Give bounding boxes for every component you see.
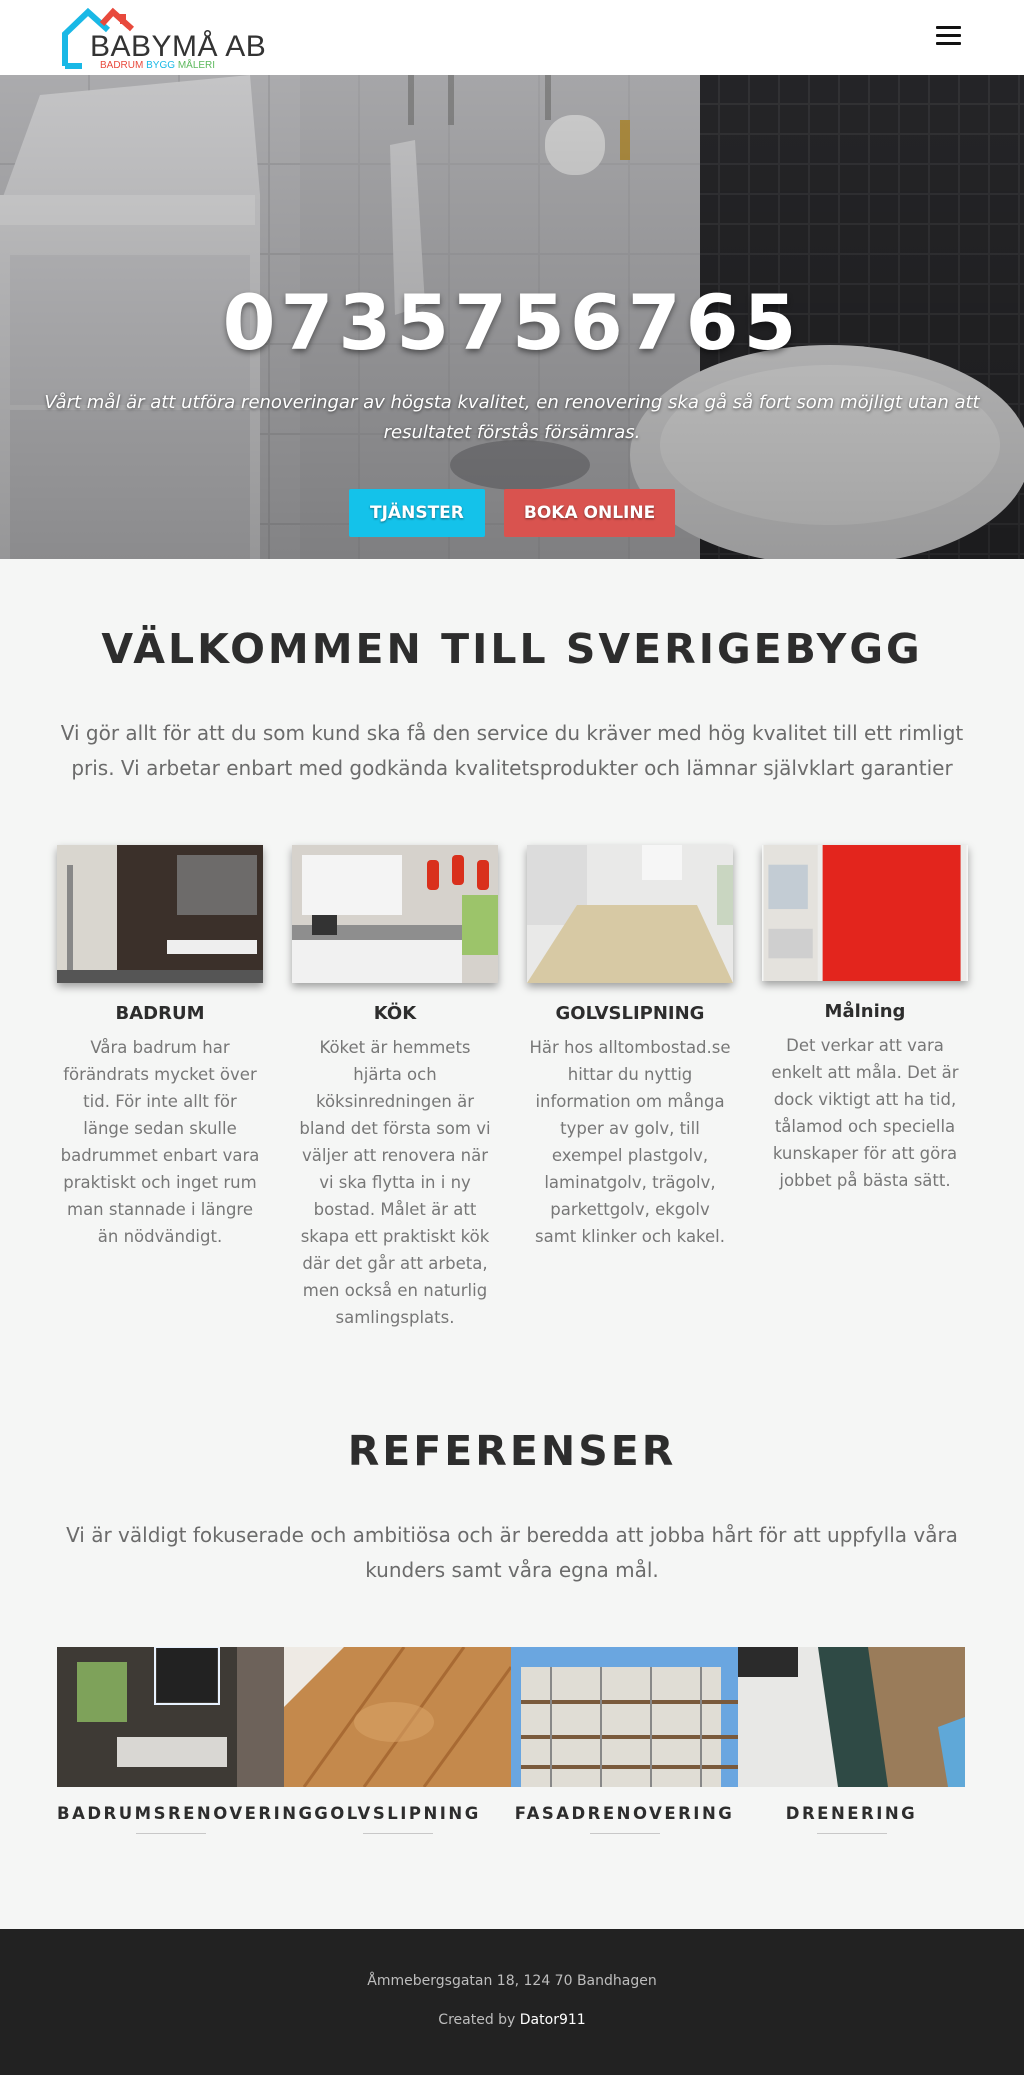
hamburger-menu-icon[interactable]	[936, 26, 963, 48]
service-text: Det verkar att vara enkelt att måla. Det är dock viktigt att ha tid, tålamod och speciella kunskaper för att göra jobbet på bästa sätt.	[771, 1036, 959, 1190]
divider	[817, 1833, 887, 1834]
service-title: KÖK	[373, 1003, 417, 1024]
credit-prefix: Created by	[438, 2012, 516, 2028]
hero-section	[0, 75, 1024, 559]
brand-tagline	[100, 61, 215, 71]
footer-address: Åmmebergsgatan 18, 124 70 Bandhagen	[367, 1973, 657, 1989]
footer-credit	[0, 2012, 1024, 2028]
brand-logo[interactable]	[60, 4, 267, 72]
floor-sanding-reference-image	[284, 1647, 511, 1787]
service-title: GOLVSLIPNING	[555, 1003, 705, 1024]
references-text: Vi är väldigt fokuserade och ambitiösa och är beredda att jobba hårt för att uppfylla våra kunders samt våra egna mål.	[66, 1523, 958, 1582]
brand-sub-3: MÅLERI	[177, 60, 216, 71]
reference-label: GOLVSLIPNING	[314, 1804, 481, 1823]
references-heading: REFERENSER	[347, 1427, 677, 1475]
reference-label: FASADRENOVERING	[514, 1804, 735, 1823]
service-title: BADRUM	[115, 1003, 205, 1024]
footer	[0, 1929, 1024, 2075]
reference-label: DRENERING	[785, 1804, 918, 1823]
brand-sub-2: BYGG	[146, 60, 176, 71]
credit-link[interactable]: Dator911	[519, 2012, 586, 2028]
divider	[590, 1833, 660, 1834]
reference-item[interactable]	[284, 1647, 511, 1834]
service-text: Här hos alltombostad.se hittar du nyttig information om många typer av golv, till exempel plastgolv, laminatgolv, trägolv, parkettgolv, ekgolv samt klinker och kakel.	[529, 1038, 731, 1246]
welcome-text: Vi gör allt för att du som kund ska få den service du kräver med hög kvalitet till ett rimligt pris. Vi arbetar enbart med godkända kvalitetsprodukter och lämnar självklart garantier	[60, 721, 964, 780]
service-title: Målning	[824, 1001, 906, 1022]
bathroom-image	[57, 845, 263, 983]
painting-image	[762, 845, 968, 981]
welcome-heading: VÄLKOMMEN TILL SVERIGEBYGG	[101, 625, 923, 673]
service-text: Våra badrum har förändrats mycket över tid. För inte allt för länge sedan skulle badrummet enbart vara praktiskt och inget rum man stannade i längre än nödvändigt.	[60, 1038, 260, 1246]
service-card-bathroom[interactable]	[57, 845, 263, 1250]
facade-renovation-image	[511, 1647, 738, 1787]
book-online-button[interactable]: BOKA ONLINE	[504, 489, 675, 537]
service-card-floor-sanding[interactable]	[527, 845, 733, 1250]
hero-tagline: Vårt mål är att utföra renoveringar av högsta kvalitet, en renovering ska gå så fort som möjligt utan att resultatet förstås försämras.	[44, 392, 980, 443]
floor-sanding-image	[527, 845, 733, 983]
reference-item[interactable]	[57, 1647, 315, 1834]
service-text: Köket är hemmets hjärta och köksinredningen är bland det första som vi väljer att renovera när vi ska flytta in i ny bostad. Målet är att skapa ett praktiskt kök där det går att arbeta, men också en naturlig samlingsplats.	[299, 1038, 491, 1327]
bathroom-renovation-image	[57, 1647, 284, 1787]
divider	[136, 1833, 206, 1834]
services-button[interactable]: TJÄNSTER	[349, 489, 485, 537]
brand-sub-1: BADRUM	[100, 60, 144, 71]
divider	[363, 1833, 433, 1834]
reference-label: BADRUMSRENOVERING	[57, 1804, 315, 1823]
service-card-kitchen[interactable]	[292, 845, 498, 1331]
hero-phone-number[interactable]: 0735756765	[222, 278, 802, 367]
brand-name: BABYMÅ AB	[90, 30, 267, 63]
reference-item[interactable]	[738, 1647, 965, 1834]
hero-buttons	[0, 489, 1024, 537]
kitchen-image	[292, 845, 498, 983]
service-card-painting[interactable]	[762, 845, 968, 1194]
reference-item[interactable]	[511, 1647, 738, 1834]
navbar	[0, 0, 1024, 75]
drainage-image	[738, 1647, 965, 1787]
